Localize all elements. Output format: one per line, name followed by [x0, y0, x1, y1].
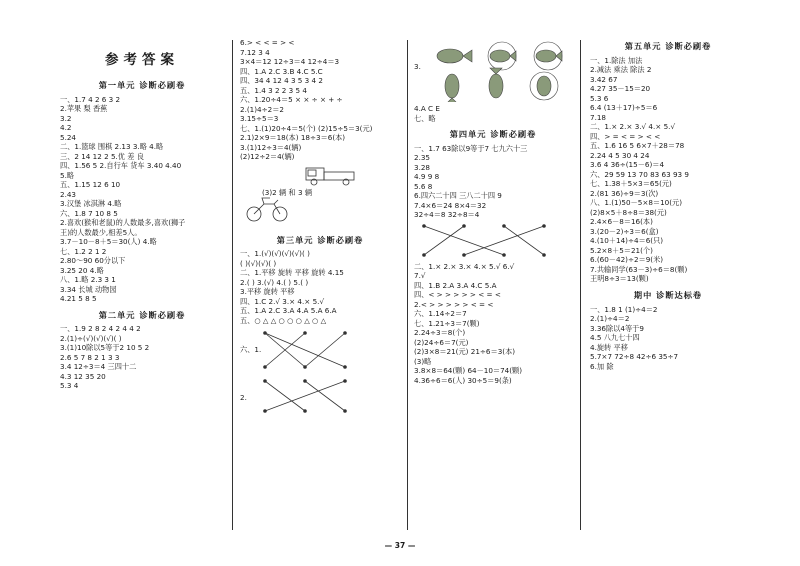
answer-line: (2)24÷6＝7(元) — [414, 337, 469, 347]
answer-line: 五、1.A 2.C 3.A 4.A 5.A 6.A — [240, 306, 337, 316]
fish-icon — [534, 42, 562, 70]
answer-column-2 — [236, 38, 404, 532]
answer-list — [414, 144, 572, 220]
fish-illustration — [428, 40, 574, 102]
connect-lines-figure-3 — [414, 222, 572, 260]
section-title: 第五单元 诊断必刷卷 — [624, 41, 712, 51]
section-title: 第四单元 诊断必刷卷 — [449, 129, 537, 139]
connect-lines-diagram — [260, 377, 400, 417]
answer-line: 王明8÷3＝13(颗) — [590, 274, 649, 284]
answer-line: 2.苹果 梨 香蕉 — [60, 104, 108, 114]
answer-list — [590, 305, 746, 372]
answer-line: 6.四六二十四 三八二十四 9 — [414, 191, 502, 201]
answer-line: (2)12÷2＝4(辆) — [240, 152, 295, 161]
answer-line: 6.(60－42)÷2＝9(米) — [590, 255, 664, 265]
page-number: — 37 — — [384, 541, 416, 550]
answer-line: 二、1.× 2.× 3.√ 4.× 5.√ — [590, 122, 676, 132]
answer-line: ( )(√)(√)( ) — [240, 258, 277, 268]
answer-line: 3.28 — [414, 162, 431, 172]
answer-line: 2.减法 乘法 除法 2 — [590, 65, 652, 75]
answer-line: 7.4×6＝24 8×4＝32 — [414, 200, 487, 210]
answer-list — [414, 104, 572, 123]
answer-line: 一、1.(√)(√)(√)(√)( ) — [240, 249, 310, 259]
answer-line: 六、1.8 7 10 8 5 — [60, 208, 118, 218]
answer-line: (3)略 — [414, 356, 432, 366]
connect-lines-diagram — [260, 327, 400, 375]
answer-line: 4.21 5 8 5 — [60, 294, 97, 304]
answer-list — [60, 324, 224, 391]
answer-line: 4.3 12 35 20 — [60, 371, 106, 381]
fish-icon — [489, 68, 503, 98]
answer-line: 5.3 4 — [60, 381, 79, 391]
vehicles-illustration — [240, 164, 400, 232]
fish-icon — [445, 74, 459, 102]
column-divider — [580, 40, 581, 530]
answer-line: 2.35 — [414, 153, 431, 163]
answer-line: 2.24 4 5 30 4 24 — [590, 150, 650, 160]
connect-lines-diagram — [414, 222, 564, 260]
answer-line: 2.4×6－8＝16(本) — [590, 217, 653, 227]
answer-list — [60, 95, 224, 304]
answer-line: 3.(1)10除以5等于2 10 5 2 — [60, 343, 150, 353]
fish-icon — [530, 72, 558, 100]
answer-line: 4.27 35－15＝20 — [590, 84, 651, 94]
answer-line: 3.42 67 — [590, 74, 618, 84]
answer-line: 4.36÷6＝6(人) 30÷5＝9(条) — [414, 375, 512, 385]
answer-line: 七、1.21÷3＝7(颗) — [414, 318, 480, 328]
answer-line: 3.平移 旋转 平移 — [240, 287, 295, 297]
answer-line: 3.2 — [60, 113, 72, 123]
answer-line: 2.43 — [60, 189, 77, 199]
answer-line: 3.(20－2)÷3＝6(盒) — [590, 226, 659, 236]
answer-line: 5.2×8＋5＝21(个) — [590, 245, 653, 255]
answer-line: 2.24÷3＝8(个) — [414, 328, 466, 338]
answer-line: 5.6 8 — [414, 181, 433, 191]
answer-line: 3.4 12÷3＝4 三四十二 — [60, 362, 137, 372]
truck-icon — [306, 168, 354, 185]
vehicles-answer: (3)2 辆 和 3 辆 — [262, 187, 313, 197]
answer-line: (2)3×8＝21(元) 21÷6＝3(本) — [414, 347, 516, 357]
answer-line: 3.(1)12÷3＝4(辆) — [240, 142, 302, 152]
column-divider — [407, 40, 408, 530]
answer-line: 2.1)2×9＝18(本) 18÷3＝6(本) — [240, 133, 346, 142]
answer-line: 二、1.平移 旋转 平移 旋转 4.15 — [240, 268, 344, 278]
answer-line: 5.略 — [60, 170, 75, 180]
answer-line: 二、1.篮球 围棋 2.13 3.略 4.略 — [60, 142, 164, 152]
page-title: 参考答案 — [105, 52, 179, 68]
answer-line: 一、1.9 2 8 2 4 2 4 4 2 — [60, 324, 141, 334]
answer-line: 七、1.(1)20÷4＝5(个) (2)15÷5＝3(元) — [240, 123, 373, 133]
fish-icon — [488, 42, 516, 70]
answer-line: 4.A C E — [414, 104, 440, 113]
answer-column-1 — [56, 38, 228, 532]
answer-line: 2.6 5 7 8 2 1 3 3 — [60, 352, 120, 362]
answer-line: 4.5 八九七十四 — [590, 333, 640, 343]
answer-line: 一、1.8 1 (1)÷4＝2 — [590, 304, 658, 314]
answer-line: 6.4 (13＋17)÷5＝6 — [590, 103, 658, 113]
answer-line: 3.6 4 36÷(15－6)＝4 — [590, 160, 665, 170]
section-title: 第三单元 诊断必刷卷 — [276, 234, 364, 245]
answer-line: 七、1.2 2 1 2 — [60, 246, 107, 256]
answer-line: 四、1.B 2.A 3.A 4.C 5.A — [414, 280, 497, 290]
answer-line: 二、1.× 2.× 3.× 4.× 5.√ 6.√ — [414, 261, 515, 271]
answer-line: 7.18 — [590, 112, 607, 122]
answer-line: 六、29 59 13 70 83 63 93 9 — [590, 169, 689, 179]
answer-line: 四、34 4 12 4 3 5 3 4 2 — [240, 76, 323, 85]
answer-line: 3.7－10－8＋5＝30(人) 4.略 — [60, 237, 157, 247]
answer-line: 6.> < < = > < — [240, 38, 295, 47]
answer-line: 六、1.14÷2＝7 — [414, 309, 467, 319]
answer-line: 三、2 14 12 2 5.优 差 良 — [60, 151, 144, 161]
answer-line: 2.(1)÷(√)(√)(√)( ) — [60, 333, 122, 343]
question-label: 2. — [240, 393, 247, 403]
column-divider — [232, 40, 233, 530]
answer-line: 2.(1)÷4＝2 — [590, 314, 630, 324]
answer-line: 一、1.7 63除以9等于7 七九六十三 — [414, 143, 528, 153]
answer-line: 3.8×8＝64(颗) 64－10＝74(颗) — [414, 366, 523, 376]
answer-line: 6.加 除 — [590, 361, 614, 371]
answer-line: 4.旋转 平移 — [590, 342, 628, 352]
answer-line: 王)的人数最少,相差5人。 — [60, 227, 142, 237]
answer-line: 3×4＝12 12÷3＝4 12÷4＝3 — [240, 57, 340, 66]
answer-column-3 — [410, 38, 576, 532]
answer-line: 五、○ △ △ ○ ○ ○ △ ○ △ — [240, 315, 327, 325]
section-title: 期中 诊断达标卷 — [633, 289, 703, 300]
answer-line: 32÷4＝8 32÷8＝4 — [414, 210, 480, 220]
answer-line: 四、1.A 2.C 3.B 4.C 5.C — [240, 66, 323, 76]
answer-line: 2.80～90 60分以下 — [60, 256, 126, 266]
answer-line: 5.3 6 — [590, 93, 609, 103]
vehicles-figure — [240, 164, 400, 232]
answer-line: 七、1.38＋5×3＝65(元) — [590, 179, 672, 189]
answer-line: 四、1.C 2.√ 3.× 4.× 5.√ — [240, 296, 325, 306]
connect-lines-figure-2 — [240, 377, 400, 417]
answer-line: 2.(81 36)÷9＝3(次) — [590, 188, 659, 198]
connect-lines-figure-1 — [240, 327, 400, 375]
section-title: 第一单元 诊断必刷卷 — [98, 79, 186, 90]
answer-line: 4.2 — [60, 123, 72, 133]
answer-line: 3.汉堡 冰淇淋 4.略 — [60, 199, 122, 209]
answer-line: 3.25 20 4.略 — [60, 265, 104, 275]
question-label: 3. — [414, 62, 421, 71]
answer-line: 四、1.56 5 2.自行车 货车 3.40 4.40 — [60, 161, 182, 171]
answer-list — [414, 262, 572, 386]
answer-list — [240, 249, 400, 325]
question-label: 六、1. — [240, 345, 262, 355]
answer-line: 5.24 — [60, 132, 77, 142]
answer-line: 八、1.略 2.3 3 1 — [60, 275, 116, 285]
answer-line: 3.34 长城 动物园 — [60, 284, 117, 294]
answer-line: 一、1.7 4 2 6 3 2 — [60, 94, 121, 104]
answer-line: 4.9 9 8 — [414, 172, 440, 182]
answer-column-4 — [586, 38, 750, 532]
answer-line: 七、略 — [414, 113, 436, 123]
answer-line: 八、1.(1)50－5×8＝10(元) — [590, 198, 683, 208]
answer-line: 7.√ — [414, 271, 426, 281]
answer-list — [240, 38, 400, 162]
fish-icon — [437, 49, 472, 63]
answer-line: 四、> = < = > < < — [590, 131, 661, 141]
answer-line: 五、1.15 12 6 10 — [60, 180, 121, 190]
answer-line: 五、1.4 3 2 2 3 5 4 — [240, 85, 307, 95]
answer-line: 一、1.除法 加法 — [590, 55, 643, 65]
fish-figure — [414, 40, 572, 102]
answer-line: 2.( ) 3.(√) 4.( ) 5.( ) — [240, 277, 309, 287]
motorcycle-icon — [247, 198, 287, 221]
answer-line: 2.(1)4÷2＝2 — [240, 104, 284, 114]
answer-line: 7.共输同学(63－3)÷6＝8(颗) — [590, 264, 688, 274]
answer-line: (2)8×5＋8÷8＝38(元) — [590, 207, 667, 217]
answer-list — [590, 56, 746, 284]
answer-line: 4.(10＋14)÷4＝6(只) — [590, 236, 664, 246]
answer-line: 2.喜欢(猴和老鼠)的人数最多,喜欢(狮子 — [60, 218, 186, 228]
section-title: 第二单元 诊断必刷卷 — [98, 309, 186, 320]
answer-line: 5.7×7 72÷8 42÷6 35÷7 — [590, 352, 679, 362]
answer-line: 六、1.20÷4＝5 × × ÷ × + ÷ — [240, 95, 343, 104]
answer-line: 2.< > > > > > < = < — [414, 299, 494, 309]
answer-line: 7.12 3 4 — [240, 47, 270, 57]
answer-line: 3.15÷5＝3 — [240, 114, 279, 123]
answer-line: 3.36除以4等于9 — [590, 323, 644, 333]
answer-line: 四、< > > > > > < = < — [414, 290, 501, 300]
answer-line: 五、1.6 16 5 6×7＋28＝78 — [590, 141, 685, 151]
